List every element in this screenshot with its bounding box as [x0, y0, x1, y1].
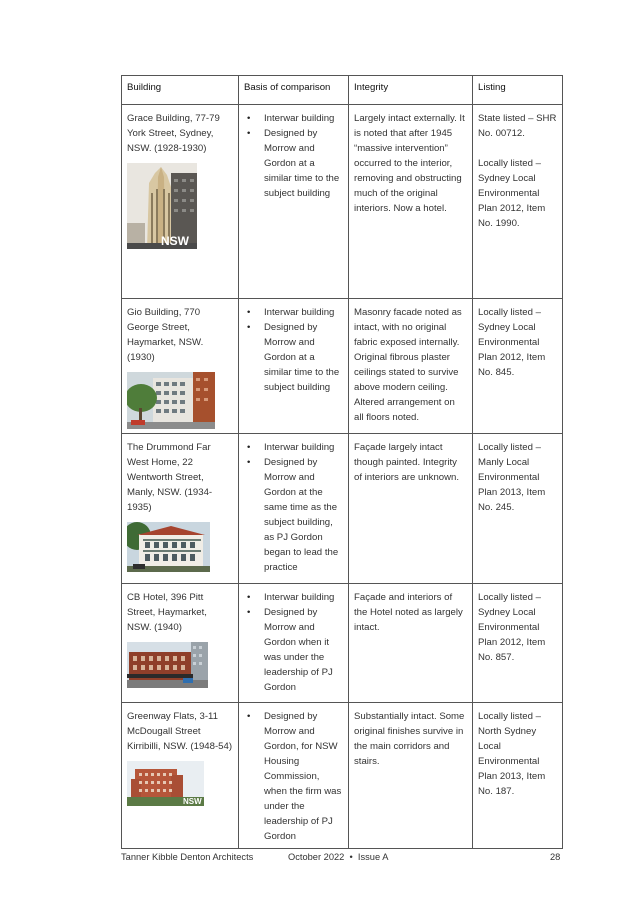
list-item: • Interwar building — [244, 111, 343, 126]
integrity-cell: Façade largely intact though painted. Integrity of interiors are unknown. — [349, 434, 473, 584]
basis-list — [244, 440, 343, 575]
table-row — [122, 434, 563, 584]
svg-text:NSW: NSW — [161, 234, 189, 248]
list-item: • Designed by Morrow and Gordon at the same time as the subject building, as PJ Gordon began to lead the practice — [244, 455, 343, 575]
listing-entry: Locally listed – Sydney Local Environmental Plan 2012, Item No. 845. — [478, 307, 546, 378]
building-cell — [122, 434, 239, 584]
building-name: Greenway Flats, 3-11 McDougall Street Kirribilli, NSW. (1948-54) — [127, 711, 233, 752]
listing-cell — [473, 584, 563, 703]
list-item: • Designed by Morrow and Gordon when it was under the leadership of PJ Gordon — [244, 605, 343, 695]
integrity-cell: Façade and interiors of the Hotel noted as largely intact. — [349, 584, 473, 703]
building-photo-icon — [127, 372, 215, 429]
listing-entry: Locally listed – Manly Local Environmental Plan 2013, Item No. 245. — [478, 442, 546, 513]
building-cell — [122, 703, 239, 849]
footer-date-issue: October 2022 • Issue A — [288, 852, 389, 862]
basis-cell — [239, 299, 349, 434]
list-item: • Designed by Morrow and Gordon at a similar time to the subject building — [244, 320, 343, 395]
basis-cell — [239, 584, 349, 703]
list-item: • Interwar building — [244, 305, 343, 320]
listing-entry: Locally listed – Sydney Local Environmental Plan 2012, Item No. 1990. — [478, 158, 546, 229]
building-name: The Drummond Far West Home, 22 Wentworth Street, Manly, NSW. (1934-1935) — [127, 442, 213, 513]
integrity-cell: Substantially intact. Some original finishes survive in the main corridors and stairs. — [349, 703, 473, 849]
listing-cell — [473, 105, 563, 299]
table-row — [122, 299, 563, 434]
table-header-row — [122, 76, 563, 105]
footer-page-number: 28 — [550, 852, 561, 862]
listing-cell — [473, 299, 563, 434]
building-name: Grace Building, 77-79 York Street, Sydney, NSW. (1928-1930) — [127, 113, 220, 154]
building-photo-icon — [127, 163, 197, 249]
list-item: • Designed by Morrow and Gordon at a similar time to the subject building — [244, 126, 343, 201]
integrity-cell: Masonry facade noted as intact, with no original fabric exposed internally. Original fibrous plaster ceilings stated to survive above modern ceiling. Altered arrangement on all floors noted. — [349, 299, 473, 434]
header-building: Building — [122, 76, 239, 105]
building-photo-icon — [127, 522, 210, 572]
listing-entry: Locally listed – North Sydney Local Environmental Plan 2013, Item No. 187. — [478, 711, 546, 797]
list-item: • Interwar building — [244, 440, 343, 455]
integrity-cell: Largely intact externally. It is noted that after 1945 “massive intervention” occurred to the interior, removing and obstructing much of the original interiors. Now a hotel. — [349, 105, 473, 299]
building-cell — [122, 299, 239, 434]
header-listing: Listing — [473, 76, 563, 105]
header-basis: Basis of comparison — [239, 76, 349, 105]
basis-cell — [239, 105, 349, 299]
building-name: Gio Building, 770 George Street, Haymarket, NSW. (1930) — [127, 307, 204, 363]
basis-list — [244, 590, 343, 695]
svg-text:NSW: NSW — [183, 797, 202, 806]
table-row — [122, 105, 563, 299]
table-row — [122, 584, 563, 703]
list-item: • Interwar building — [244, 590, 343, 605]
basis-cell — [239, 434, 349, 584]
listing-entry: Locally listed – Sydney Local Environmental Plan 2012, Item No. 857. — [478, 592, 546, 663]
comparison-table — [121, 75, 563, 849]
building-photo-icon — [127, 761, 204, 806]
basis-list — [244, 305, 343, 395]
building-cell — [122, 584, 239, 703]
listing-entry: State listed – SHR No. 00712. — [478, 113, 557, 139]
basis-cell — [239, 703, 349, 849]
footer-company: Tanner Kibble Denton Architects — [121, 852, 254, 862]
list-item: • Designed by Morrow and Gordon, for NSW Housing Commission, when the firm was under the leadership of PJ Gordon — [244, 709, 343, 844]
listing-cell — [473, 434, 563, 584]
building-name: CB Hotel, 396 Pitt Street, Haymarket, NSW. (1940) — [127, 592, 207, 633]
basis-list — [244, 111, 343, 201]
basis-list — [244, 709, 343, 844]
building-photo-icon — [127, 642, 208, 688]
listing-cell — [473, 703, 563, 849]
header-integrity: Integrity — [349, 76, 473, 105]
table-row — [122, 703, 563, 849]
building-cell — [122, 105, 239, 299]
